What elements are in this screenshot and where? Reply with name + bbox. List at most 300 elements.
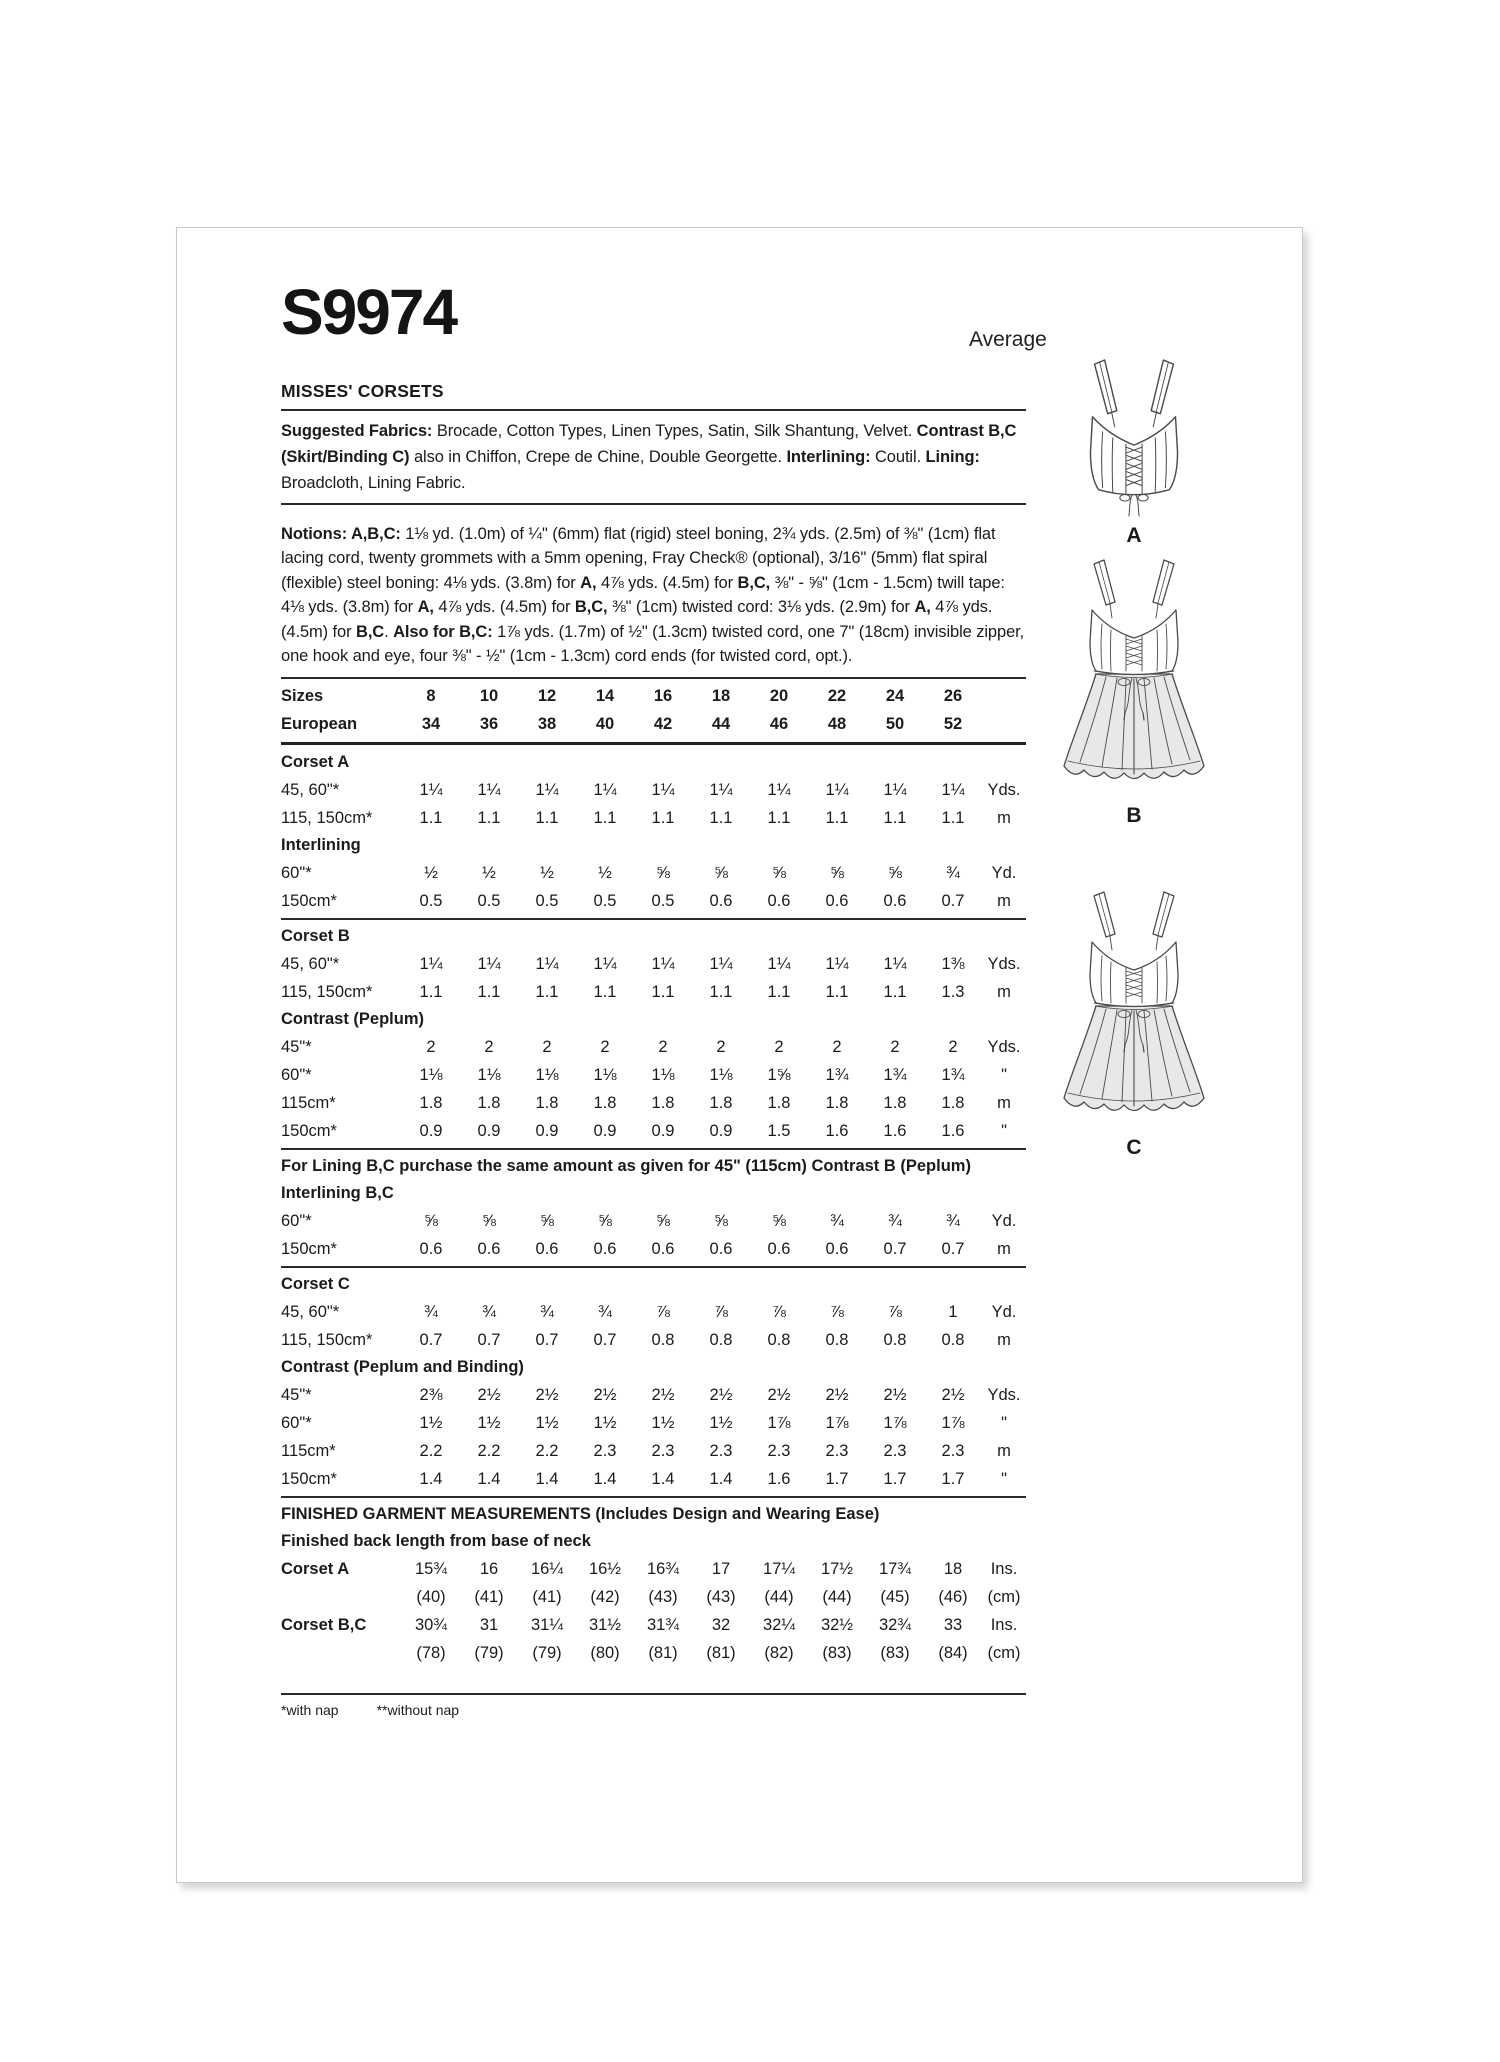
table-cell: 2 — [658, 1037, 668, 1056]
table-cell: 1.8 — [535, 1093, 559, 1112]
row-label — [281, 1583, 402, 1611]
table-cell: 0.6 — [825, 1239, 849, 1258]
table-cell: ¾ — [888, 1211, 902, 1230]
table-cell: 0.9 — [419, 1121, 443, 1140]
table-cell: 0.6 — [535, 1239, 559, 1258]
table-data-row — [281, 1465, 1026, 1493]
table-cell: (40) — [416, 1587, 446, 1606]
table-cell: 1½ — [651, 1413, 675, 1432]
illustration-view-a — [1049, 356, 1219, 548]
corset-back-view-a-illustration — [1078, 356, 1190, 518]
table-section-heading: Corset B — [281, 926, 350, 945]
table-cell: 1.1 — [825, 808, 849, 827]
table-cell: (41) — [532, 1587, 562, 1606]
table-cell: ¾ — [946, 1211, 960, 1230]
table-cell: 1⅛ — [477, 1065, 501, 1084]
table-cell: 0.8 — [825, 1330, 849, 1349]
row-label: 60"* — [281, 863, 312, 882]
table-cell: 32 — [711, 1615, 731, 1634]
table-cell: (44) — [764, 1587, 794, 1606]
table-cell: 1.8 — [941, 1093, 965, 1112]
table-cell: 0.6 — [767, 891, 791, 910]
table-cell: ⅝ — [772, 863, 786, 882]
table-cell: 1.4 — [535, 1469, 559, 1488]
row-label: 45, 60"* — [281, 954, 340, 973]
table-cell: 48 — [827, 714, 847, 733]
unit-cell: Yds. — [987, 954, 1021, 973]
table-cell: 1.1 — [651, 982, 675, 1001]
table-cell: 1¼ — [535, 954, 559, 973]
table-cell: 0.7 — [477, 1330, 501, 1349]
table-note-row: For Lining B,C purchase the same amount as given for 45" (115cm) Contrast B (Peplum) — [281, 1156, 971, 1175]
row-label: 115, 150cm* — [281, 982, 373, 1001]
pattern-number: S9974 — [281, 276, 457, 348]
table-cell: 0.9 — [593, 1121, 617, 1140]
table-data-row — [281, 1089, 1026, 1117]
table-cell: 0.7 — [593, 1330, 617, 1349]
table-section-heading: Finished back length from base of neck — [281, 1531, 591, 1550]
table-cell: 1.1 — [593, 808, 617, 827]
unit-cell: " — [1001, 1413, 1007, 1432]
table-cell: ⅝ — [424, 1211, 438, 1230]
row-label: 115, 150cm* — [281, 808, 373, 827]
table-cell: 1¼ — [593, 954, 617, 973]
table-cell: (80) — [590, 1643, 620, 1662]
row-label: 45, 60"* — [281, 780, 340, 799]
table-data-row — [281, 887, 1026, 915]
table-cell: ⅝ — [714, 863, 728, 882]
table-cell: 0.6 — [767, 1239, 791, 1258]
table-cell: ¾ — [482, 1302, 496, 1321]
footnote-with-nap: *with nap — [281, 1701, 339, 1718]
table-cell: 1¼ — [651, 780, 675, 799]
table-data-row — [281, 1207, 1026, 1235]
table-cell: 1.8 — [477, 1093, 501, 1112]
table-cell: 2½ — [535, 1385, 559, 1404]
table-cell: 0.6 — [651, 1239, 675, 1258]
unit-cell: Ins. — [990, 1559, 1018, 1578]
table-cell: 2.2 — [419, 1441, 443, 1460]
table-cell: 12 — [537, 686, 557, 705]
table-cell: (83) — [822, 1643, 852, 1662]
table-cell: 2½ — [825, 1385, 849, 1404]
table-cell: 0.9 — [709, 1121, 733, 1140]
table-cell: 2½ — [941, 1385, 965, 1404]
table-cell: 0.9 — [535, 1121, 559, 1140]
table-cell: 0.8 — [941, 1330, 965, 1349]
table-cell: 8 — [426, 686, 436, 705]
table-cell: 2.2 — [477, 1441, 501, 1460]
table-cell: 1.1 — [767, 808, 791, 827]
table-cell: (78) — [416, 1643, 446, 1662]
table-cell: 1.1 — [709, 808, 733, 827]
table-cell: 1.4 — [419, 1469, 443, 1488]
table-cell: 1.6 — [767, 1469, 791, 1488]
unit-cell: (cm) — [987, 1587, 1021, 1606]
table-cell: 17¾ — [878, 1559, 912, 1578]
row-label — [281, 1639, 402, 1667]
table-cell: ⅝ — [482, 1211, 496, 1230]
table-cell: 1.7 — [883, 1469, 907, 1488]
table-cell: 1.8 — [593, 1093, 617, 1112]
table-cell: 2.3 — [593, 1441, 617, 1460]
table-header-row — [281, 682, 1026, 710]
table-cell: 1.6 — [941, 1121, 965, 1140]
table-cell: 31½ — [588, 1615, 622, 1634]
table-cell: 0.7 — [419, 1330, 443, 1349]
table-cell: 0.8 — [709, 1330, 733, 1349]
table-divider-rule — [281, 742, 1026, 745]
table-cell: 1.8 — [883, 1093, 907, 1112]
table-cell: 0.6 — [709, 1239, 733, 1258]
table-cell: 0.5 — [593, 891, 617, 910]
table-cell: 1¾ — [941, 1065, 965, 1084]
unit-cell: Yd. — [991, 1211, 1017, 1230]
table-cell: 1.1 — [767, 982, 791, 1001]
table-cell: 1⅞ — [941, 1413, 965, 1432]
table-cell: 42 — [653, 714, 673, 733]
table-cell: 38 — [537, 714, 557, 733]
table-cell: 2½ — [477, 1385, 501, 1404]
table-data-row — [281, 1639, 1026, 1667]
table-cell: ⅝ — [656, 863, 670, 882]
table-cell: 32¼ — [762, 1615, 796, 1634]
table-cell: 0.8 — [883, 1330, 907, 1349]
view-label-a: A — [1126, 524, 1142, 547]
table-cell: 1¼ — [477, 780, 501, 799]
table-cell: 2 — [542, 1037, 552, 1056]
table-cell: 18 — [711, 686, 731, 705]
table-cell: 0.6 — [709, 891, 733, 910]
table-cell: 1¾ — [825, 1065, 849, 1084]
unit-cell: Yds. — [987, 1385, 1021, 1404]
table-cell: ⅞ — [888, 1302, 902, 1321]
table-cell: 2 — [832, 1037, 842, 1056]
footnote-without-nap: **without nap — [376, 1701, 460, 1718]
table-cell: 1.7 — [941, 1469, 965, 1488]
table-cell: ½ — [424, 863, 438, 882]
table-data-row — [281, 804, 1026, 832]
table-cell: 18 — [943, 1559, 963, 1578]
table-cell: 30¾ — [414, 1615, 448, 1634]
unit-cell — [982, 710, 1026, 738]
row-label: 150cm* — [281, 891, 337, 910]
table-cell: 1.8 — [825, 1093, 849, 1112]
table-data-row — [281, 859, 1026, 887]
table-cell: 1¼ — [883, 954, 907, 973]
row-label: 115cm* — [281, 1441, 336, 1460]
table-cell: 0.7 — [941, 1239, 965, 1258]
table-cell: 0.9 — [651, 1121, 675, 1140]
table-section-heading: Contrast (Peplum) — [281, 1009, 425, 1028]
table-cell: 2 — [716, 1037, 726, 1056]
table-divider-rule — [281, 1266, 1026, 1268]
table-cell: ⅞ — [656, 1302, 670, 1321]
table-cell: 1.8 — [767, 1093, 791, 1112]
table-cell: 16 — [653, 686, 673, 705]
table-cell: 16¾ — [646, 1559, 680, 1578]
table-cell: 0.8 — [651, 1330, 675, 1349]
unit-cell: m — [997, 1441, 1011, 1460]
table-data-row — [281, 978, 1026, 1006]
table-cell: 1.5 — [767, 1121, 791, 1140]
table-cell: 0.5 — [651, 891, 675, 910]
table-cell: 2½ — [883, 1385, 907, 1404]
row-label: 115, 150cm* — [281, 1330, 373, 1349]
table-cell: 1⅛ — [709, 1065, 733, 1084]
table-cell: 16¼ — [530, 1559, 564, 1578]
table-data-row — [281, 1235, 1026, 1263]
table-cell: 1.3 — [941, 982, 965, 1001]
view-label-c: C — [1126, 1136, 1142, 1159]
row-label: 115cm* — [281, 1093, 336, 1112]
table-cell: 1.8 — [419, 1093, 443, 1112]
table-cell: 2½ — [709, 1385, 733, 1404]
table-cell: 1⅝ — [767, 1065, 791, 1084]
table-cell: 1.1 — [419, 982, 443, 1001]
unit-cell: " — [1001, 1469, 1007, 1488]
row-label: 150cm* — [281, 1239, 337, 1258]
table-cell: 2 — [774, 1037, 784, 1056]
table-cell: 0.6 — [477, 1239, 501, 1258]
table-cell: 31 — [479, 1615, 499, 1634]
table-divider-rule — [281, 918, 1026, 920]
table-cell: 2½ — [593, 1385, 617, 1404]
illustration-view-c — [1049, 890, 1219, 1160]
table-cell: 2.3 — [883, 1441, 907, 1460]
unit-cell: (cm) — [987, 1643, 1021, 1662]
table-cell: 2.3 — [709, 1441, 733, 1460]
table-cell: 31¾ — [646, 1615, 680, 1634]
table-cell: 32½ — [820, 1615, 854, 1634]
row-label: Sizes — [281, 686, 324, 705]
table-data-row — [281, 776, 1026, 804]
table-cell: 16 — [479, 1559, 499, 1578]
table-cell: (43) — [706, 1587, 736, 1606]
unit-cell: m — [997, 982, 1011, 1001]
table-cell: ⅝ — [830, 863, 844, 882]
table-cell: 1.1 — [535, 808, 559, 827]
table-cell: 1.1 — [535, 982, 559, 1001]
row-label: 60"* — [281, 1065, 312, 1084]
unit-cell: m — [997, 1330, 1011, 1349]
table-data-row — [281, 1583, 1026, 1611]
unit-cell: m — [997, 1093, 1011, 1112]
table-cell: (43) — [648, 1587, 678, 1606]
table-cell: 1¼ — [709, 954, 733, 973]
table-cell: 33 — [943, 1615, 963, 1634]
unit-cell: m — [997, 808, 1011, 827]
table-cell: 16½ — [588, 1559, 622, 1578]
main-text-column — [281, 228, 1026, 1725]
table-cell: (42) — [590, 1587, 620, 1606]
table-cell: 1¼ — [419, 954, 443, 973]
table-cell: 2⅜ — [419, 1385, 443, 1404]
table-cell: ¾ — [830, 1211, 844, 1230]
table-data-row — [281, 1117, 1026, 1145]
table-cell: 1.6 — [825, 1121, 849, 1140]
table-cell: 0.7 — [535, 1330, 559, 1349]
unit-cell: Yds. — [987, 780, 1021, 799]
row-label: 45"* — [281, 1385, 312, 1404]
table-cell: 22 — [827, 686, 847, 705]
suggested-fabrics-paragraph: Suggested Fabrics: Brocade, Cotton Types, Linen Types, Satin, Silk Shantung, Velvet. Contrast B,C (Skirt/Binding C) also in Chiffon, Crepe de Chine, Double Georgette. Interlining: Coutil. Lining: Broadcloth, Lining Fabric. — [281, 418, 1026, 505]
table-cell: 1.1 — [883, 982, 907, 1001]
unit-cell: " — [1001, 1121, 1007, 1140]
table-cell: 1¼ — [651, 954, 675, 973]
table-cell: 0.7 — [941, 891, 965, 910]
table-cell: 1¼ — [883, 780, 907, 799]
table-cell: 1.1 — [883, 808, 907, 827]
table-cell: 1¼ — [477, 954, 501, 973]
difficulty-rating: Average — [969, 328, 1047, 351]
table-cell: ½ — [482, 863, 496, 882]
table-cell: 1.1 — [477, 982, 501, 1001]
table-cell: 2.3 — [825, 1441, 849, 1460]
unit-cell: Ins. — [990, 1615, 1018, 1634]
table-cell: 0.6 — [593, 1239, 617, 1258]
table-data-row — [281, 950, 1026, 978]
table-cell: 0.6 — [419, 1239, 443, 1258]
table-cell: ¾ — [540, 1302, 554, 1321]
table-cell: ¾ — [424, 1302, 438, 1321]
row-label: 150cm* — [281, 1121, 337, 1140]
table-cell: 1.1 — [941, 808, 965, 827]
table-cell: (81) — [706, 1643, 736, 1662]
table-cell: 31¼ — [530, 1615, 564, 1634]
table-cell: 1.7 — [825, 1469, 849, 1488]
table-cell: 1⅛ — [535, 1065, 559, 1084]
view-label-b: B — [1126, 804, 1142, 827]
table-cell: (79) — [532, 1643, 562, 1662]
table-cell: 1⅛ — [651, 1065, 675, 1084]
table-cell: ⅝ — [888, 863, 902, 882]
table-cell: 0.5 — [419, 891, 443, 910]
table-cell: 1⅜ — [941, 954, 965, 973]
table-header-row — [281, 710, 1026, 738]
table-cell: 46 — [769, 714, 789, 733]
table-data-row — [281, 1033, 1026, 1061]
table-cell: 2 — [426, 1037, 436, 1056]
row-label: European — [281, 714, 358, 733]
table-cell: 2½ — [767, 1385, 791, 1404]
table-cell: ¾ — [598, 1302, 612, 1321]
table-cell: 17 — [711, 1559, 731, 1578]
table-cell: 1.4 — [651, 1469, 675, 1488]
table-cell: 10 — [479, 686, 499, 705]
table-cell: 2.3 — [941, 1441, 965, 1460]
table-cell: 40 — [595, 714, 615, 733]
row-label: 60"* — [281, 1211, 312, 1230]
table-cell: ½ — [540, 863, 554, 882]
table-cell: 1.4 — [593, 1469, 617, 1488]
unit-cell: m — [997, 891, 1011, 910]
table-data-row — [281, 1326, 1026, 1354]
corset-back-view-c-illustration — [1054, 890, 1214, 1130]
table-divider-rule — [281, 1148, 1026, 1150]
table-cell: 0.8 — [767, 1330, 791, 1349]
table-cell: 17¼ — [762, 1559, 796, 1578]
row-label: 45"* — [281, 1037, 312, 1056]
table-cell: 1¼ — [825, 780, 849, 799]
table-cell: 1½ — [419, 1413, 443, 1432]
table-cell: 44 — [711, 714, 731, 733]
table-cell: 0.5 — [535, 891, 559, 910]
table-cell: 1⅞ — [825, 1413, 849, 1432]
row-label: Corset A — [281, 1559, 350, 1578]
table-cell: 1¼ — [593, 780, 617, 799]
table-cell: 26 — [943, 686, 963, 705]
yardage-table — [281, 677, 1026, 1667]
unit-cell: m — [997, 1239, 1011, 1258]
unit-cell: " — [1001, 1065, 1007, 1084]
table-cell: 2.2 — [535, 1441, 559, 1460]
table-cell: 1¼ — [825, 954, 849, 973]
table-cell: 52 — [943, 714, 963, 733]
table-section-heading: Interlining — [281, 835, 361, 854]
notions-paragraph: Notions: A,B,C: 1⅛ yd. (1.0m) of ¼" (6mm) flat (rigid) steel boning, 2¾ yds. (2.5m) of ⅜" (1cm) flat lacing cord, twenty grommets with a 5mm opening, Fray Check® (optional), 3/16" (5mm) flat spiral (flexible) steel boning: 4⅛ yds. (3.8m) for A, 4⅞ yds. (4.5m) for B,C, ⅜" - ⅝" (1cm - 1.5cm) twill tape: 4⅛ yds. (3.8m) for A, 4⅞ yds. (4.5m) for B,C, ⅜" (1cm) twisted cord: 3⅛ yds. (2.9m) for A, 4⅞ yds. (4.5m) for B,C. Also for B,C: 1⅞ yds. (1.7m) of ½" (1.3cm) twisted cord, one 7" (18cm) invisible zipper, one hook and eye, four ⅜" - ½" (1cm - 1.3cm) cord ends (for twisted cord, opt.). — [281, 524, 1025, 665]
table-cell: 1⅞ — [883, 1413, 907, 1432]
table-cell: 24 — [885, 686, 905, 705]
table-cell: ⅝ — [598, 1211, 612, 1230]
table-note-row: FINISHED GARMENT MEASUREMENTS (Includes Design and Wearing Ease) — [281, 1504, 880, 1523]
unit-cell: Yds. — [987, 1037, 1021, 1056]
table-cell: (81) — [648, 1643, 678, 1662]
table-cell: 0.9 — [477, 1121, 501, 1140]
table-cell: (83) — [880, 1643, 910, 1662]
table-cell: 1.4 — [709, 1469, 733, 1488]
table-cell: 1¼ — [767, 780, 791, 799]
table-data-row — [281, 1381, 1026, 1409]
garment-title: MISSES' CORSETS — [281, 381, 1026, 411]
table-cell: (46) — [938, 1587, 968, 1606]
table-cell: ⅞ — [830, 1302, 844, 1321]
table-cell: ⅝ — [714, 1211, 728, 1230]
table-cell: 2.3 — [651, 1441, 675, 1460]
table-cell: ⅝ — [540, 1211, 554, 1230]
table-cell: ½ — [598, 863, 612, 882]
table-cell: 2.3 — [767, 1441, 791, 1460]
table-data-row — [281, 1555, 1026, 1583]
table-cell: 0.7 — [883, 1239, 907, 1258]
table-cell: ⅝ — [772, 1211, 786, 1230]
table-cell: (79) — [474, 1643, 504, 1662]
corset-back-view-b-illustration — [1054, 558, 1214, 798]
table-data-row — [281, 1611, 1026, 1639]
table-cell: 1.1 — [709, 982, 733, 1001]
table-cell: 0.6 — [883, 891, 907, 910]
unit-cell — [982, 682, 1026, 710]
table-cell: 2½ — [651, 1385, 675, 1404]
table-cell: 1½ — [477, 1413, 501, 1432]
table-section-heading: Corset C — [281, 1274, 350, 1293]
table-cell: 1½ — [593, 1413, 617, 1432]
unit-cell: Yd. — [991, 863, 1017, 882]
row-label: Corset B,C — [281, 1615, 367, 1634]
table-cell: (41) — [474, 1587, 504, 1606]
table-cell: (44) — [822, 1587, 852, 1606]
table-cell: 17½ — [820, 1559, 854, 1578]
footnotes — [281, 1695, 1026, 1725]
table-section-heading: Contrast (Peplum and Binding) — [281, 1357, 524, 1376]
table-data-row — [281, 1409, 1026, 1437]
table-cell: 0.6 — [825, 891, 849, 910]
table-data-row — [281, 1298, 1026, 1326]
table-cell: 1.1 — [651, 808, 675, 827]
table-data-row — [281, 1061, 1026, 1089]
row-label: 60"* — [281, 1413, 312, 1432]
table-cell: 1.1 — [825, 982, 849, 1001]
